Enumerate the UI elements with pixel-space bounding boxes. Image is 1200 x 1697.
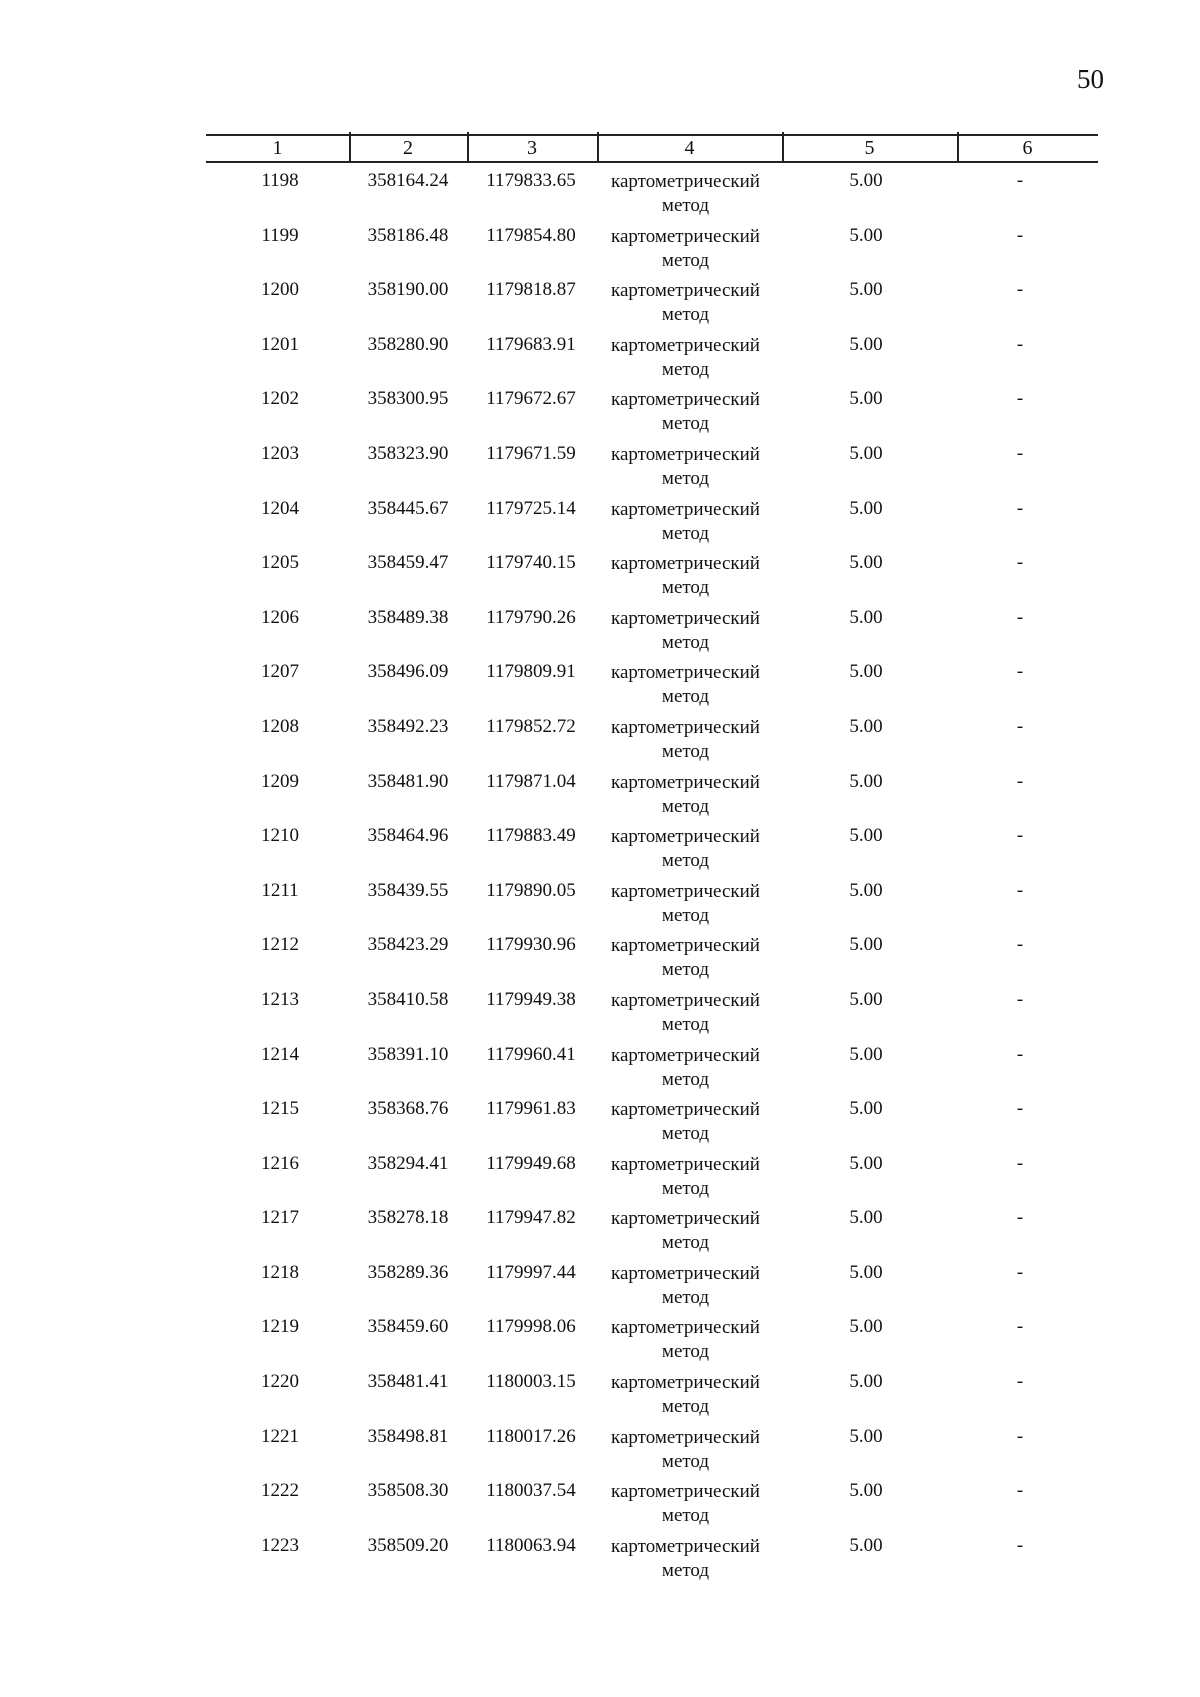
description-cell: -: [1016, 1098, 1024, 1120]
table-row: [0, 1480, 1200, 1535]
description-cell: -: [1016, 1043, 1024, 1065]
method-line-1: картометрический: [611, 1208, 760, 1230]
method-cell: [598, 771, 773, 819]
accuracy-cell: 5.00: [849, 988, 883, 1010]
table-row: [0, 716, 1200, 771]
method-cell: [598, 1316, 773, 1364]
method-cell: [598, 880, 773, 928]
method-line-2: метод: [661, 686, 710, 708]
method-cell: [598, 552, 773, 600]
method-line-2: метод: [661, 522, 710, 544]
method-cell: [598, 607, 773, 655]
method-line-2: метод: [661, 1559, 710, 1581]
method-line-1: картометрический: [611, 1481, 760, 1503]
accuracy-cell: 5.00: [849, 552, 883, 574]
coordinate-x-cell: 358496.09: [367, 661, 449, 683]
description-cell: -: [1016, 661, 1024, 683]
coordinate-x-cell: 358464.96: [367, 825, 449, 847]
table-row: [0, 443, 1200, 498]
coordinate-x-cell: 358439.55: [367, 879, 449, 901]
coordinate-y-cell: 1179998.06: [486, 1316, 576, 1338]
coordinate-x-cell: 358508.30: [367, 1480, 449, 1502]
table-row: [0, 825, 1200, 880]
description-cell: -: [1016, 552, 1024, 574]
coordinate-x-cell: 358481.41: [367, 1371, 449, 1393]
coordinate-x-cell: 358289.36: [367, 1261, 449, 1283]
method-line-1: картометрический: [611, 1372, 760, 1394]
coordinate-y-cell: 1179997.44: [486, 1261, 576, 1283]
method-line-1: картометрический: [611, 553, 760, 575]
accuracy-cell: 5.00: [849, 1152, 883, 1174]
point-number-cell: 1203: [261, 442, 299, 464]
description-cell: -: [1016, 388, 1024, 410]
method-cell: [598, 1207, 773, 1255]
table-row: [0, 334, 1200, 389]
header-col-5: 5: [864, 137, 875, 159]
description-cell: -: [1016, 333, 1024, 355]
description-cell: -: [1016, 1371, 1024, 1393]
table-row: [0, 1044, 1200, 1099]
point-number-cell: 1213: [261, 988, 299, 1010]
accuracy-cell: 5.00: [849, 825, 883, 847]
table-row: [0, 989, 1200, 1044]
table-row: [0, 661, 1200, 716]
point-number-cell: 1210: [261, 825, 299, 847]
description-cell: -: [1016, 1480, 1024, 1502]
point-number-cell: 1201: [261, 333, 299, 355]
table-row: [0, 1316, 1200, 1371]
method-line-2: метод: [661, 1177, 710, 1199]
method-line-1: картометрический: [611, 171, 760, 192]
description-cell: -: [1016, 934, 1024, 956]
method-line-1: картометрический: [611, 389, 760, 411]
table-row: [0, 552, 1200, 607]
coordinate-x-cell: 358300.95: [367, 388, 449, 410]
accuracy-cell: 5.00: [849, 1207, 883, 1229]
coordinate-x-cell: 358481.90: [367, 770, 449, 792]
accuracy-cell: 5.00: [849, 170, 883, 191]
accuracy-cell: 5.00: [849, 1098, 883, 1120]
description-cell: -: [1016, 770, 1024, 792]
coordinate-y-cell: 1179809.91: [486, 661, 576, 683]
table-row: [0, 170, 1200, 225]
point-number-cell: 1198: [261, 170, 299, 191]
accuracy-cell: 5.00: [849, 1480, 883, 1502]
coordinate-y-cell: 1180003.15: [486, 1371, 576, 1393]
point-number-cell: 1204: [261, 497, 299, 519]
table-row: [0, 880, 1200, 935]
method-line-2: метод: [661, 1341, 710, 1363]
point-number-cell: 1206: [261, 606, 299, 628]
point-number-cell: 1202: [261, 388, 299, 410]
description-cell: -: [1016, 1534, 1024, 1556]
method-cell: [598, 1262, 773, 1310]
coordinate-x-cell: 358445.67: [367, 497, 449, 519]
coordinate-x-cell: 358410.58: [367, 988, 449, 1010]
coordinate-y-cell: 1179852.72: [486, 715, 576, 737]
accuracy-cell: 5.00: [849, 497, 883, 519]
method-line-2: метод: [661, 1068, 710, 1090]
coordinate-y-cell: 1179949.38: [486, 988, 576, 1010]
coordinate-x-cell: 358423.29: [367, 934, 449, 956]
coordinate-y-cell: 1179672.67: [486, 388, 576, 410]
method-cell: [598, 1098, 773, 1146]
table-row: [0, 1098, 1200, 1153]
method-cell: [598, 170, 773, 218]
method-line-2: метод: [661, 795, 710, 817]
accuracy-cell: 5.00: [849, 388, 883, 410]
accuracy-cell: 5.00: [849, 1371, 883, 1393]
method-cell: [598, 498, 773, 546]
coordinate-y-cell: 1179854.80: [486, 224, 576, 246]
method-cell: [598, 1044, 773, 1092]
point-number-cell: 1217: [261, 1207, 299, 1229]
accuracy-cell: 5.00: [849, 1316, 883, 1338]
method-line-2: метод: [661, 850, 710, 872]
point-number-cell: 1218: [261, 1261, 299, 1283]
point-number-cell: 1207: [261, 661, 299, 683]
method-line-2: метод: [661, 304, 710, 326]
method-cell: [598, 661, 773, 709]
point-number-cell: 1212: [261, 934, 299, 956]
accuracy-cell: 5.00: [849, 279, 883, 301]
method-line-1: картометрический: [611, 1153, 760, 1175]
coordinate-x-cell: 358294.41: [367, 1152, 449, 1174]
description-cell: -: [1016, 442, 1024, 464]
point-number-cell: 1219: [261, 1316, 299, 1338]
description-cell: -: [1016, 606, 1024, 628]
coordinate-y-cell: 1179949.68: [486, 1152, 576, 1174]
coordinate-y-cell: 1180063.94: [486, 1534, 576, 1556]
coordinate-y-cell: 1179961.83: [486, 1098, 576, 1120]
coordinate-y-cell: 1180017.26: [486, 1425, 576, 1447]
coordinate-y-cell: 1180037.54: [486, 1480, 576, 1502]
method-line-1: картометрический: [611, 1426, 760, 1448]
method-cell: [598, 825, 773, 873]
table-row: [0, 225, 1200, 280]
table-row: [0, 1535, 1200, 1590]
method-line-2: метод: [661, 249, 710, 271]
table-row: [0, 1426, 1200, 1481]
coordinate-y-cell: 1179833.65: [486, 170, 576, 191]
description-cell: -: [1016, 1261, 1024, 1283]
method-line-2: метод: [661, 959, 710, 981]
table-row: [0, 1371, 1200, 1426]
accuracy-cell: 5.00: [849, 661, 883, 683]
method-line-1: картометрический: [611, 1044, 760, 1066]
accuracy-cell: 5.00: [849, 1425, 883, 1447]
method-line-1: картометрический: [611, 880, 760, 902]
table-row: [0, 279, 1200, 334]
coordinate-x-cell: 358278.18: [367, 1207, 449, 1229]
accuracy-cell: 5.00: [849, 1534, 883, 1556]
point-number-cell: 1211: [261, 879, 299, 901]
method-line-2: метод: [661, 1013, 710, 1035]
coordinate-x-cell: 358164.24: [367, 170, 449, 191]
method-line-1: картометрический: [611, 935, 760, 957]
method-cell: [598, 1153, 773, 1201]
method-cell: [598, 334, 773, 382]
method-line-2: метод: [661, 1505, 710, 1527]
accuracy-cell: 5.00: [849, 1043, 883, 1065]
method-line-1: картометрический: [611, 280, 760, 302]
coordinate-y-cell: 1179818.87: [486, 279, 576, 301]
accuracy-cell: 5.00: [849, 1261, 883, 1283]
method-line-2: метод: [661, 1286, 710, 1308]
coordinate-x-cell: 358459.60: [367, 1316, 449, 1338]
method-line-2: метод: [661, 631, 710, 653]
coordinate-y-cell: 1179890.05: [486, 879, 576, 901]
method-line-1: картометрический: [611, 498, 760, 520]
point-number-cell: 1216: [261, 1152, 299, 1174]
coordinate-y-cell: 1179790.26: [486, 606, 576, 628]
method-line-2: метод: [661, 467, 710, 489]
coordinate-y-cell: 1179947.82: [486, 1207, 576, 1229]
method-line-2: метод: [661, 358, 710, 380]
coordinate-x-cell: 358492.23: [367, 715, 449, 737]
method-cell: [598, 989, 773, 1037]
coordinate-y-cell: 1179683.91: [486, 333, 576, 355]
header-col-3: 3: [527, 137, 537, 159]
coordinate-x-cell: 358280.90: [367, 333, 449, 355]
coordinate-y-cell: 1179671.59: [486, 442, 576, 464]
description-cell: -: [1016, 1152, 1024, 1174]
coordinate-x-cell: 358368.76: [367, 1098, 449, 1120]
coordinate-x-cell: 358323.90: [367, 442, 449, 464]
description-cell: -: [1016, 1207, 1024, 1229]
method-cell: [598, 1426, 773, 1474]
table-row: [0, 934, 1200, 989]
method-line-2: метод: [661, 1232, 710, 1254]
table-row: [0, 1153, 1200, 1208]
method-line-1: картометрический: [611, 607, 760, 629]
method-line-2: метод: [661, 1450, 710, 1472]
method-line-1: картометрический: [611, 826, 760, 848]
coordinate-x-cell: 358186.48: [367, 224, 449, 246]
description-cell: -: [1016, 879, 1024, 901]
method-cell: [598, 443, 773, 491]
coordinate-x-cell: 358391.10: [367, 1043, 449, 1065]
coordinate-y-cell: 1179930.96: [486, 934, 576, 956]
method-line-1: картометрический: [611, 989, 760, 1011]
description-cell: -: [1016, 1425, 1024, 1447]
method-cell: [598, 1535, 773, 1583]
method-line-1: картометрический: [611, 1535, 760, 1557]
point-number-cell: 1214: [261, 1043, 299, 1065]
point-number-cell: 1209: [261, 770, 299, 792]
point-number-cell: 1215: [261, 1098, 299, 1120]
method-line-2: метод: [661, 413, 710, 435]
description-cell: -: [1016, 279, 1024, 301]
accuracy-cell: 5.00: [849, 442, 883, 464]
method-line-1: картометрический: [611, 443, 760, 465]
method-line-2: метод: [661, 740, 710, 762]
method-cell: [598, 225, 773, 273]
table-row: [0, 498, 1200, 553]
point-number-cell: 1205: [261, 552, 299, 574]
accuracy-cell: 5.00: [849, 715, 883, 737]
accuracy-cell: 5.00: [849, 333, 883, 355]
accuracy-cell: 5.00: [849, 770, 883, 792]
method-line-1: картометрический: [611, 1099, 760, 1121]
header-col-2: 2: [403, 137, 413, 159]
accuracy-cell: 5.00: [849, 879, 883, 901]
method-line-1: картометрический: [611, 1317, 760, 1339]
method-line-2: метод: [661, 577, 710, 599]
method-line-1: картометрический: [611, 1262, 760, 1284]
point-number-cell: 1199: [261, 224, 299, 246]
coordinate-x-cell: 358459.47: [367, 552, 449, 574]
coordinate-x-cell: 358190.00: [367, 279, 449, 301]
method-line-1: картометрический: [611, 662, 760, 684]
coordinate-x-cell: 358509.20: [367, 1534, 449, 1556]
description-cell: -: [1016, 1316, 1024, 1338]
description-cell: -: [1016, 715, 1024, 737]
coordinate-y-cell: 1179740.15: [486, 552, 576, 574]
page-number: 50: [1077, 64, 1104, 94]
method-cell: [598, 279, 773, 327]
point-number-cell: 1208: [261, 715, 299, 737]
method-line-2: метод: [661, 195, 710, 216]
table-row: [0, 1207, 1200, 1262]
description-cell: -: [1016, 497, 1024, 519]
method-cell: [598, 716, 773, 764]
coordinate-y-cell: 1179871.04: [486, 770, 576, 792]
accuracy-cell: 5.00: [849, 934, 883, 956]
description-cell: -: [1016, 825, 1024, 847]
method-line-1: картометрический: [611, 771, 760, 793]
table-row: [0, 1262, 1200, 1317]
description-cell: -: [1016, 988, 1024, 1010]
point-number-cell: 1221: [261, 1425, 299, 1447]
point-number-cell: 1223: [261, 1534, 299, 1556]
coordinate-x-cell: 358489.38: [367, 606, 449, 628]
coordinate-y-cell: 1179725.14: [486, 497, 576, 519]
method-cell: [598, 934, 773, 982]
method-cell: [598, 388, 773, 436]
accuracy-cell: 5.00: [849, 606, 883, 628]
table-header: [206, 134, 1098, 163]
point-number-cell: 1220: [261, 1371, 299, 1393]
method-line-1: картометрический: [611, 716, 760, 738]
coordinate-x-cell: 358498.81: [367, 1425, 449, 1447]
description-cell: -: [1016, 170, 1024, 191]
table-row: [0, 388, 1200, 443]
coordinate-y-cell: 1179883.49: [486, 825, 576, 847]
method-cell: [598, 1371, 773, 1419]
accuracy-cell: 5.00: [849, 224, 883, 246]
point-number-cell: 1222: [261, 1480, 299, 1502]
header-col-4: 4: [684, 137, 695, 159]
method-line-1: картометрический: [611, 225, 760, 247]
description-cell: -: [1016, 224, 1024, 246]
point-number-cell: 1200: [261, 279, 299, 301]
table-row: [0, 607, 1200, 662]
coordinate-y-cell: 1179960.41: [486, 1043, 576, 1065]
header-col-1: 1: [272, 137, 283, 159]
method-line-2: метод: [661, 904, 710, 926]
header-col-6: 6: [1022, 137, 1033, 159]
method-line-2: метод: [661, 1396, 710, 1418]
method-line-2: метод: [661, 1123, 710, 1145]
method-line-1: картометрический: [611, 334, 760, 356]
table-row: [0, 771, 1200, 826]
method-cell: [598, 1480, 773, 1528]
table-body: [0, 170, 1200, 1589]
